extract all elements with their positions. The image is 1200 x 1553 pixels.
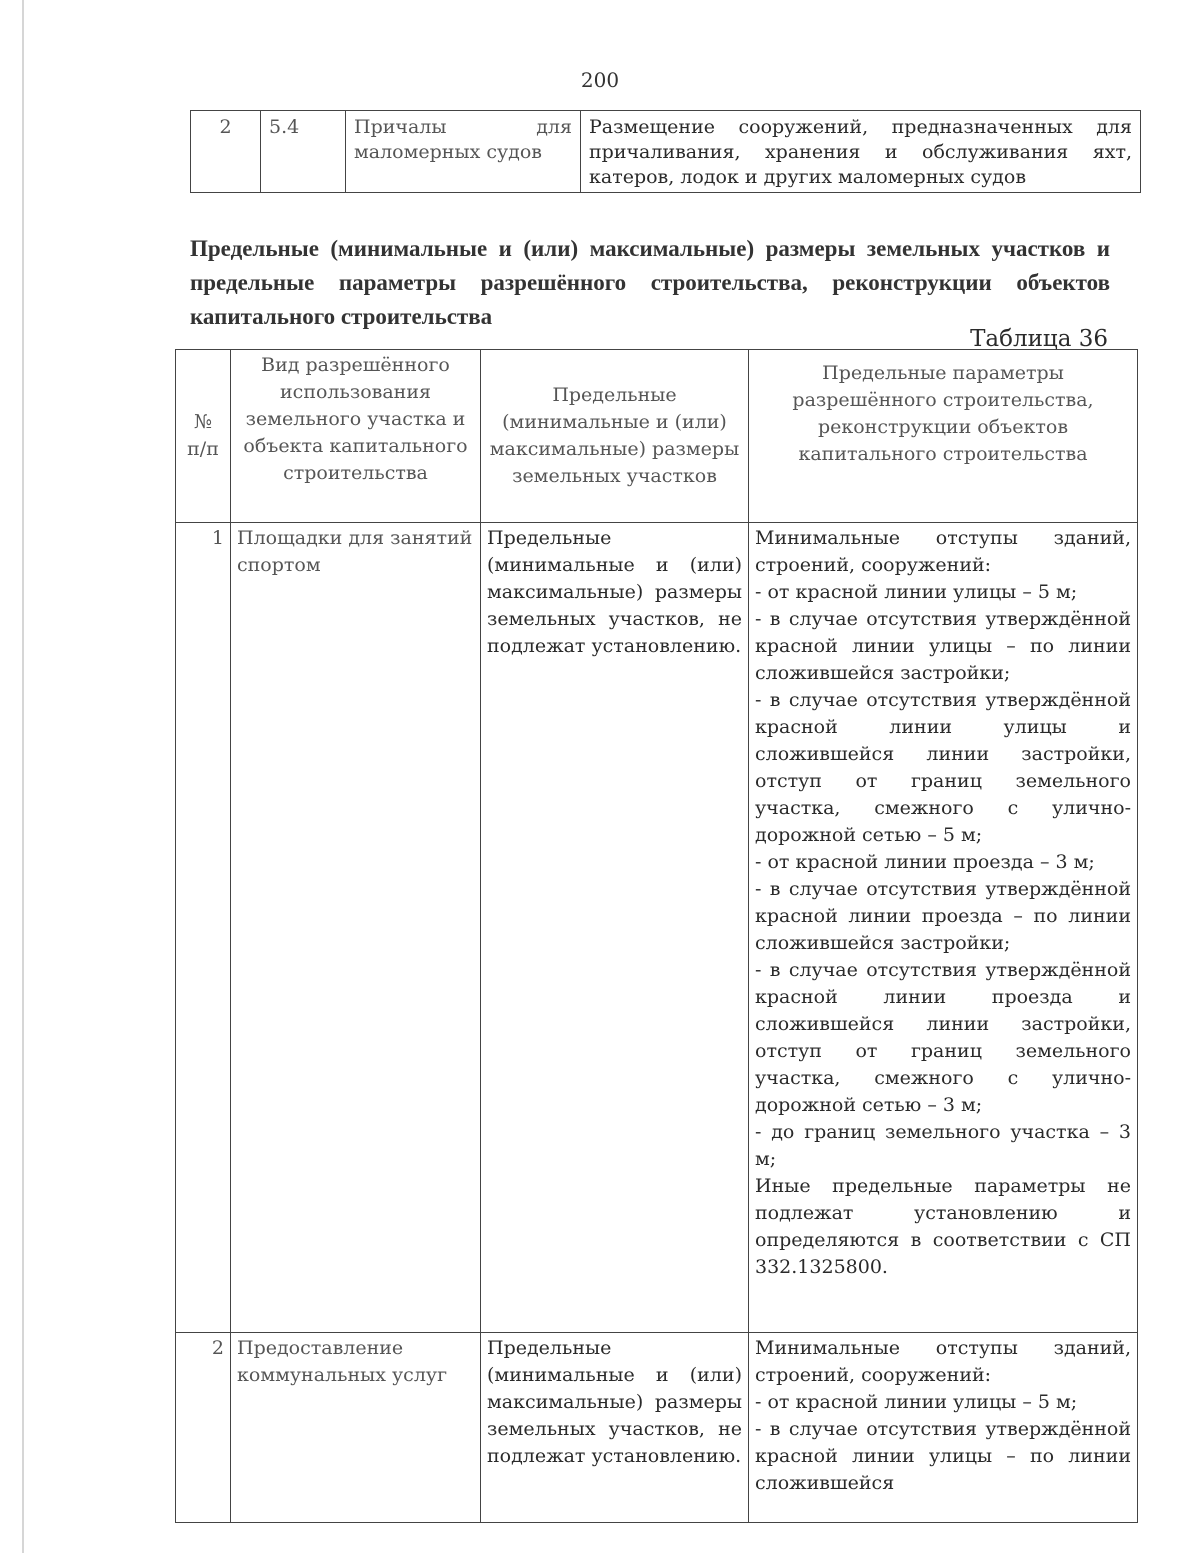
table-row bbox=[191, 111, 1141, 193]
header-type: Вид разрешённого использования земельного участка и объекта капитального строительства bbox=[231, 350, 481, 523]
param-line: Иные предельные параметры не подлежат установлению и определяются в соответствии с СП 332.1325800. bbox=[755, 1175, 1131, 1278]
row-num: 1 bbox=[176, 523, 231, 1333]
scan-edge-shadow bbox=[22, 0, 24, 1553]
table-row bbox=[176, 523, 1138, 1333]
row-sizes: Предельные (минимальные и (или) максимальные) размеры земельных участков, не подлежат установлению. bbox=[481, 523, 749, 1333]
table-caption: Таблица 36 bbox=[970, 326, 1108, 352]
param-line: - от красной линии улицы – 5 м; bbox=[755, 581, 1078, 603]
param-line: - в случае отсутствия утверждённой красной линии улицы – по линии сложившейся bbox=[755, 1418, 1131, 1494]
row-type: Предоставление коммунальных услуг bbox=[231, 1333, 481, 1523]
header-sizes: Предельные (минимальные и (или) максимальные) размеры земельных участков bbox=[481, 350, 749, 523]
row-name: Причалы для маломерных судов bbox=[346, 111, 581, 193]
param-line: - от красной линии улицы – 5 м; bbox=[755, 1391, 1078, 1413]
page-number: 200 bbox=[580, 68, 620, 92]
header-params: Предельные параметры разрешённого строительства, реконструкции объектов капитального строительства bbox=[749, 350, 1138, 523]
param-line: - до границ земельного участка – 3 м; bbox=[755, 1121, 1131, 1170]
param-line: - в случае отсутствия утверждённой красной линии улицы и сложившейся линии застройки, отступ от границ земельного участка, смежного с улично-дорожной сетью – 5 м; bbox=[755, 689, 1131, 846]
row-num: 2 bbox=[191, 111, 261, 193]
param-line: Минимальные отступы зданий, строений, сооружений: bbox=[755, 527, 1131, 576]
row-params bbox=[749, 523, 1138, 1333]
section-heading: Предельные (минимальные и (или) максимальные) размеры земельных участков и предельные параметры разрешённого строительства, реконструкции объектов капитального строительства bbox=[190, 236, 1110, 329]
row-description: Размещение сооружений, предназначенных для причаливания, хранения и обслуживания яхт, катеров, лодок и других маломерных судов bbox=[581, 111, 1141, 193]
table-row bbox=[176, 1333, 1138, 1523]
row-num: 2 bbox=[176, 1333, 231, 1523]
top-table bbox=[190, 110, 1141, 193]
param-line: - в случае отсутствия утверждённой красной линии улицы – по линии сложившейся застройки; bbox=[755, 608, 1131, 684]
row-sizes: Предельные (минимальные и (или) максимальные) размеры земельных участков, не подлежат установлению. bbox=[481, 1333, 749, 1523]
table-header-row bbox=[176, 350, 1138, 523]
row-type: Площадки для занятий спортом bbox=[231, 523, 481, 1333]
row-params bbox=[749, 1333, 1138, 1523]
params-table bbox=[175, 349, 1138, 1523]
row-code: 5.4 bbox=[261, 111, 346, 193]
param-line: - в случае отсутствия утверждённой красной линии проезда и сложившейся линии застройки, отступ от границ земельного участка, смежного с улично-дорожной сетью – 3 м; bbox=[755, 959, 1131, 1116]
param-line: Минимальные отступы зданий, строений, сооружений: bbox=[755, 1337, 1131, 1386]
param-line: - в случае отсутствия утверждённой красной линии проезда – по линии сложившейся застройки; bbox=[755, 878, 1131, 954]
param-line: - от красной линии проезда – 3 м; bbox=[755, 851, 1095, 873]
header-num: № п/п bbox=[176, 350, 231, 523]
